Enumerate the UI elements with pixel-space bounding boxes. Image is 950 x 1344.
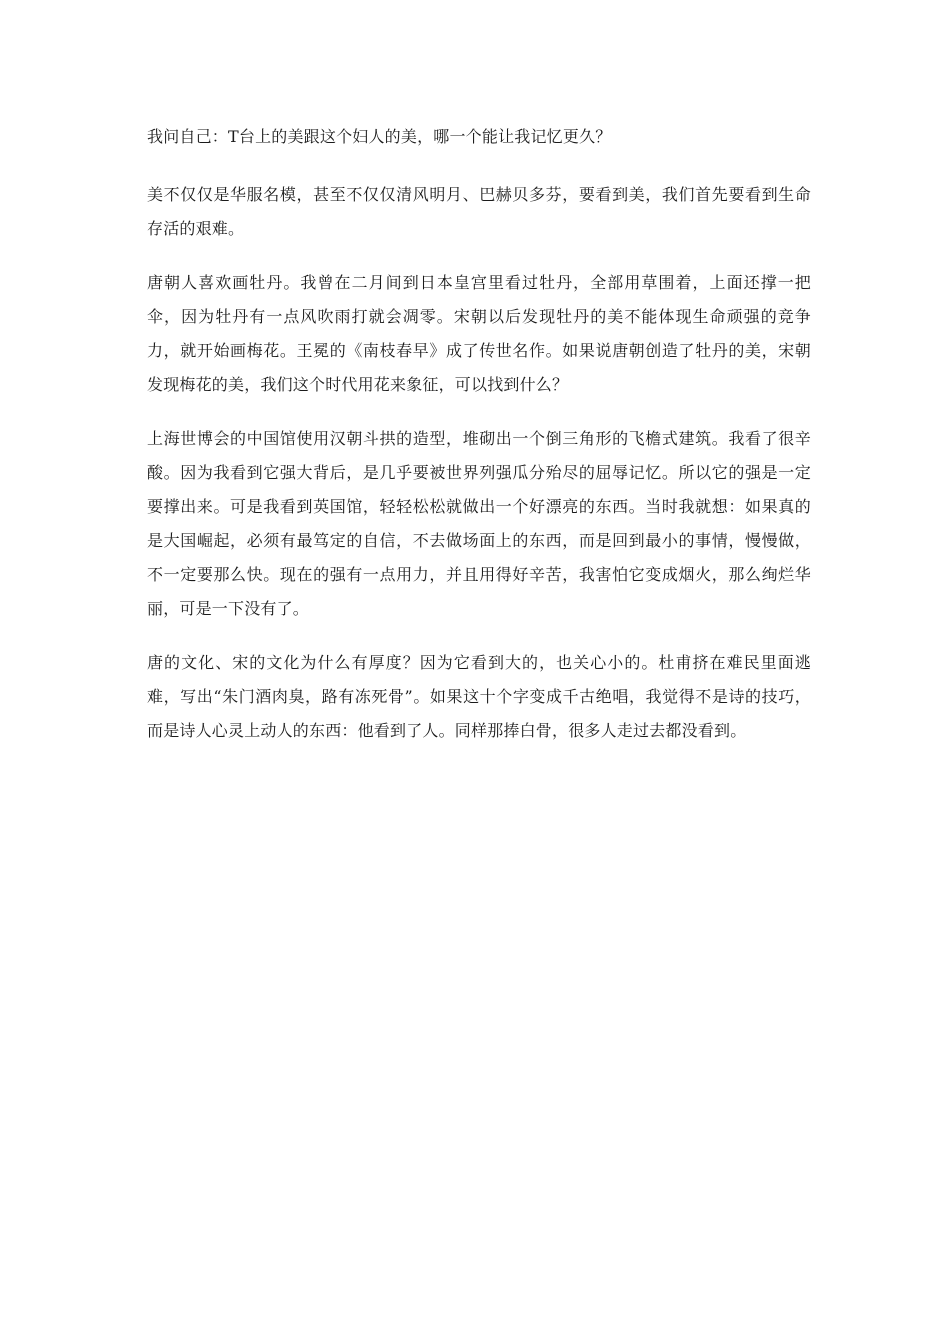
article-body	[147, 120, 811, 768]
paragraph-2: 美不仅仅是华服名模，甚至不仅仅清风明月、巴赫贝多芬，要看到美，我们首先要看到生命存活的艰难。	[147, 185, 811, 238]
paragraph-3: 唐朝人喜欢画牡丹。我曾在二月间到日本皇宫里看过牡丹，全部用草围着，上面还撑一把伞，因为牡丹有一点风吹雨打就会凋零。宋朝以后发现牡丹的美不能体现生命顽强的竞争力，就开始画梅花。王冕的《南枝春早》成了传世名作。如果说唐朝创造了牡丹的美，宋朝发现梅花的美，我们这个时代用花来象征，可以找到什么？	[147, 273, 811, 394]
paragraph-4: 上海世博会的中国馆使用汉朝斗拱的造型，堆砌出一个倒三角形的飞檐式建筑。我看了很辛酸。因为我看到它强大背后，是几乎要被世界列强瓜分殆尽的屈辱记忆。所以它的强是一定要撑出来。可是我看到英国馆，轻轻松松就做出一个好漂亮的东西。当时我就想：如果真的是大国崛起，必须有最笃定的自信，不去做场面上的东西，而是回到最小的事情，慢慢做，不一定要那么快。现在的强有一点用力，并且用得好辛苦，我害怕它变成烟火，那么绚烂华丽，可是一下没有了。	[147, 429, 811, 618]
paragraph-5: 唐的文化、宋的文化为什么有厚度？因为它看到大的，也关心小的。杜甫挤在难民里面逃难，写出“朱门酒肉臭，路有冻死骨”。如果这十个字变成千古绝唱，我觉得不是诗的技巧，而是诗人心灵上动人的东西：他看到了人。同样那捧白骨，很多人走过去都没看到。	[147, 653, 811, 740]
paragraph-1: 我问自己：T台上的美跟这个妇人的美，哪一个能让我记忆更久？	[147, 127, 612, 146]
